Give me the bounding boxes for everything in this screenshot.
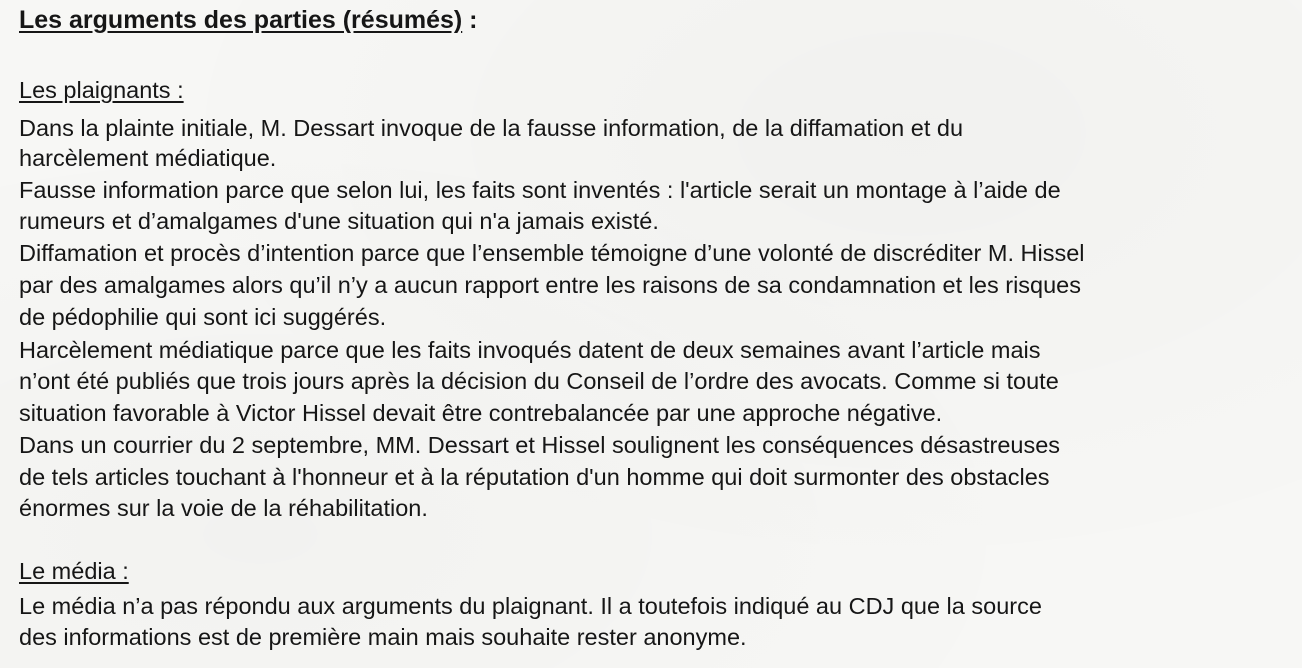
section-heading-plaignants: Les plaignants : [19, 77, 184, 103]
plaignants-line: de pédophilie qui sont ici suggérés. [19, 304, 387, 330]
page-title [19, 3, 478, 37]
plaignants-line: rumeurs et d’amalgames d'une situation qui n'a jamais existé. [19, 208, 659, 234]
plaignants-line: Diffamation et procès d’intention parce que l’ensemble témoigne d’une volonté de discréditer M. Hissel [19, 240, 1085, 266]
page-title-underlined: Les arguments des parties (résumés) [19, 6, 463, 34]
plaignants-line: harcèlement médiatique. [19, 145, 277, 171]
plaignants-line: n’ont été publiés que trois jours après la décision du Conseil de l’ordre des avocats. Comme si toute [19, 368, 1059, 394]
page-title-suffix: : [462, 6, 478, 34]
plaignants-line: Dans un courrier du 2 septembre, MM. Dessart et Hissel soulignent les conséquences désastreuses [19, 432, 1061, 458]
media-line: des informations est de première main mais souhaite rester anonyme. [19, 624, 747, 650]
plaignants-line: Fausse information parce que selon lui, les faits sont inventés : l'article serait un montage à l’aide de [19, 177, 1061, 203]
plaignants-line: énormes sur la voie de la réhabilitation. [19, 495, 428, 521]
section-heading-media: Le média : [19, 558, 129, 584]
media-line: Le média n’a pas répondu aux arguments du plaignant. Il a toutefois indiqué au CDJ que la source [19, 593, 1042, 619]
plaignants-line: de tels articles touchant à l'honneur et à la réputation d'un homme qui doit surmonter des obstacles [19, 464, 1050, 490]
plaignants-line: situation favorable à Victor Hissel devait être contrebalancée par une approche négative. [19, 400, 943, 426]
plaignants-line: par des amalgames alors qu’il n’y a aucun rapport entre les raisons de sa condamnation et les risques [19, 272, 1081, 298]
plaignants-line: Harcèlement médiatique parce que les faits invoqués datent de deux semaines avant l’article mais [19, 337, 1041, 363]
plaignants-line: Dans la plainte initiale, M. Dessart invoque de la fausse information, de la diffamation et du [19, 115, 964, 141]
